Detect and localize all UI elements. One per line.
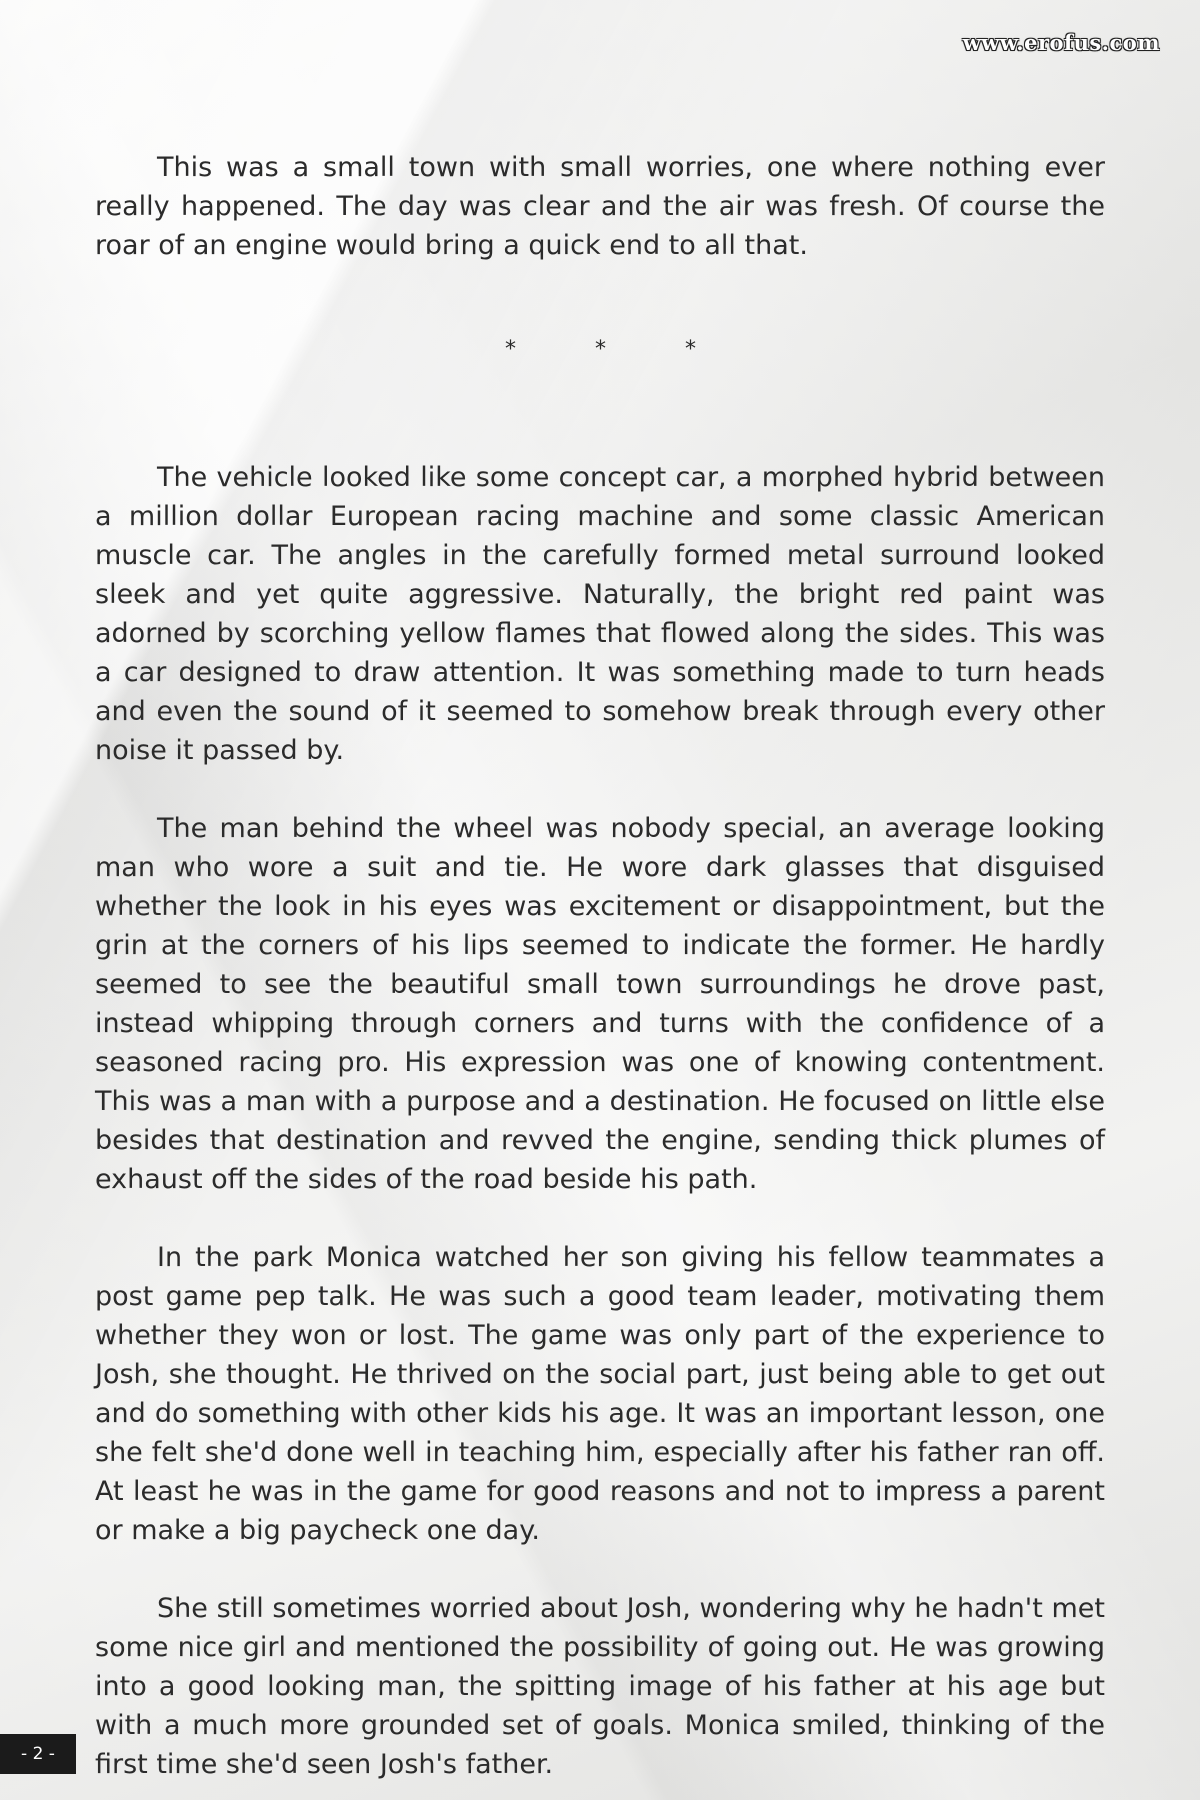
paragraph-2: The vehicle looked like some concept car, a morphed hybrid between a million dollar European racing machine and some classic American muscle car. The angles in the carefully formed metal surround looked sleek and yet quite aggressive. Naturally, the bright red paint was adorned by scorching yellow flames that flowed along the sides. This was a car designed to draw attention. It was something made to turn heads and even the sound of it seemed to somehow break through every other noise it passed by. [95, 462, 1105, 766]
paragraph-1: This was a small town with small worries, one where nothing ever really happened. The day was clear and the air was fresh. Of course the roar of an engine would bring a quick end to all that. [95, 152, 1105, 261]
paragraph-5: She still sometimes worried about Josh, wondering why he hadn't met some nice girl and mentioned the possibility of going out. He was growing into a good looking man, the spitting image of his father at his age but with a much more grounded set of goals. Monica smiled, thinking of the first time she'd seen Josh's father. [95, 1593, 1105, 1780]
paragraph-4: In the park Monica watched her son giving his fellow teammates a post game pep talk. He was such a good team leader, motivating them whether they won or lost. The game was only part of the experience to Josh, she thought. He thrived on the social part, just being able to get out and do something with other kids his age. It was an important lesson, one she felt she'd done well in teaching him, especially after his father ran off. At least he was in the game for good reasons and not to impress a parent or make a big paycheck one day. [95, 1242, 1105, 1546]
scene-break-asterisk: * [505, 337, 516, 362]
site-watermark: www.erofus.com [962, 30, 1160, 55]
scene-break-asterisk: * [595, 337, 606, 362]
scene-break-asterisk: * [685, 337, 696, 362]
scene-break [95, 337, 1105, 362]
paragraph-3: The man behind the wheel was nobody special, an average looking man who wore a suit and tie. He wore dark glasses that disguised whether the look in his eyes was excitement or disappointment, but the grin at the corners of his lips seemed to indicate the former. He hardly seemed to see the beautiful small town surroundings he drove past, instead whipping through corners and turns with the confidence of a seasoned racing pro. His expression was one of knowing contentment. This was a man with a purpose and a destination. He focused on little else besides that destination and revved the engine, sending thick plumes of exhaust off the sides of the road beside his path. [95, 813, 1105, 1195]
page-number: - 2 - [0, 1734, 76, 1774]
story-text [95, 148, 1105, 1784]
